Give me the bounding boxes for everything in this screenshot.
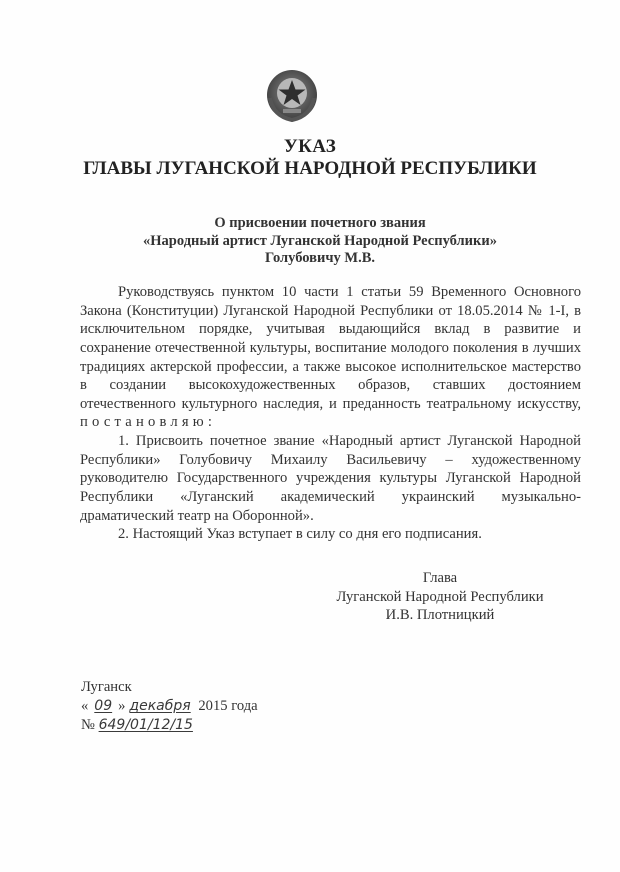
date-open-quote: « (81, 698, 89, 714)
decree-issuer: ГЛАВЫ ЛУГАНСКОЙ НАРОДНОЙ РЕСПУБЛИКИ (83, 158, 537, 179)
date-year: 2015 года (198, 698, 258, 714)
body-line: Закона (Конституции) Луганской Народной Республики от 18.05.2014 № 1-I, в (80, 302, 581, 319)
date-day: 09 (94, 698, 113, 714)
body-line: Руководствуясь пунктом 10 части 1 статьи 59 Временного Основного (118, 284, 581, 300)
item-1-line: руководителю Государственного учреждения культуры Луганской Народной (80, 470, 581, 487)
item-1-line: Республики» Голубовичу Михаилу Васильевичу – художественному (80, 451, 581, 468)
body-line: в создании высокохудожественных образов, ставших достоянием (80, 377, 581, 394)
place-date-number (81, 678, 258, 735)
date-month: декабря (129, 698, 191, 714)
coat-of-arms-icon (263, 68, 321, 124)
body-line: традициях актерской профессии, а также высокое исполнительское мастерство (80, 358, 581, 375)
body-line: отечественного культурного наследия, и преданность театральному искусству, (80, 395, 581, 412)
decree-number (81, 716, 258, 735)
signature-block (320, 569, 560, 625)
subject-line: О присвоении почетного звания (214, 215, 426, 231)
subject-line: «Народный артист Луганской Народной Республики» (143, 232, 497, 249)
signatory-org: Луганской Народной Республики (336, 588, 544, 605)
decree-subject (100, 215, 540, 268)
city: Луганск (81, 679, 132, 695)
decree-body (80, 283, 581, 544)
decree-title: УКАЗ (283, 136, 337, 157)
item-1-line: драматический театр на Оборонной». (80, 507, 314, 524)
signatory-position: Глава (422, 570, 458, 586)
signatory-name: И.В. Плотницкий (385, 607, 495, 624)
body-line: исключительном порядке, учитывая выдающийся вклад в развитие и (80, 321, 581, 338)
resolve-word: постановляю: (80, 414, 217, 431)
number-label: № (81, 717, 95, 733)
decree-date (81, 697, 258, 716)
body-line: сохранение отечественной культуры, воспитание молодого поколения в лучших (80, 339, 581, 356)
date-close-quote: » (118, 698, 126, 714)
item-1-line: Республики «Луганский академический украинский музыкально- (80, 489, 581, 506)
item-1-line: 1. Присвоить почетное звание «Народный артист Луганской Народной (118, 433, 581, 450)
item-2: 2. Настоящий Указ вступает в силу со дня его подписания. (118, 526, 482, 543)
number-value: 649/01/12/15 (98, 717, 193, 733)
subject-line: Голубовичу М.В. (265, 250, 375, 266)
